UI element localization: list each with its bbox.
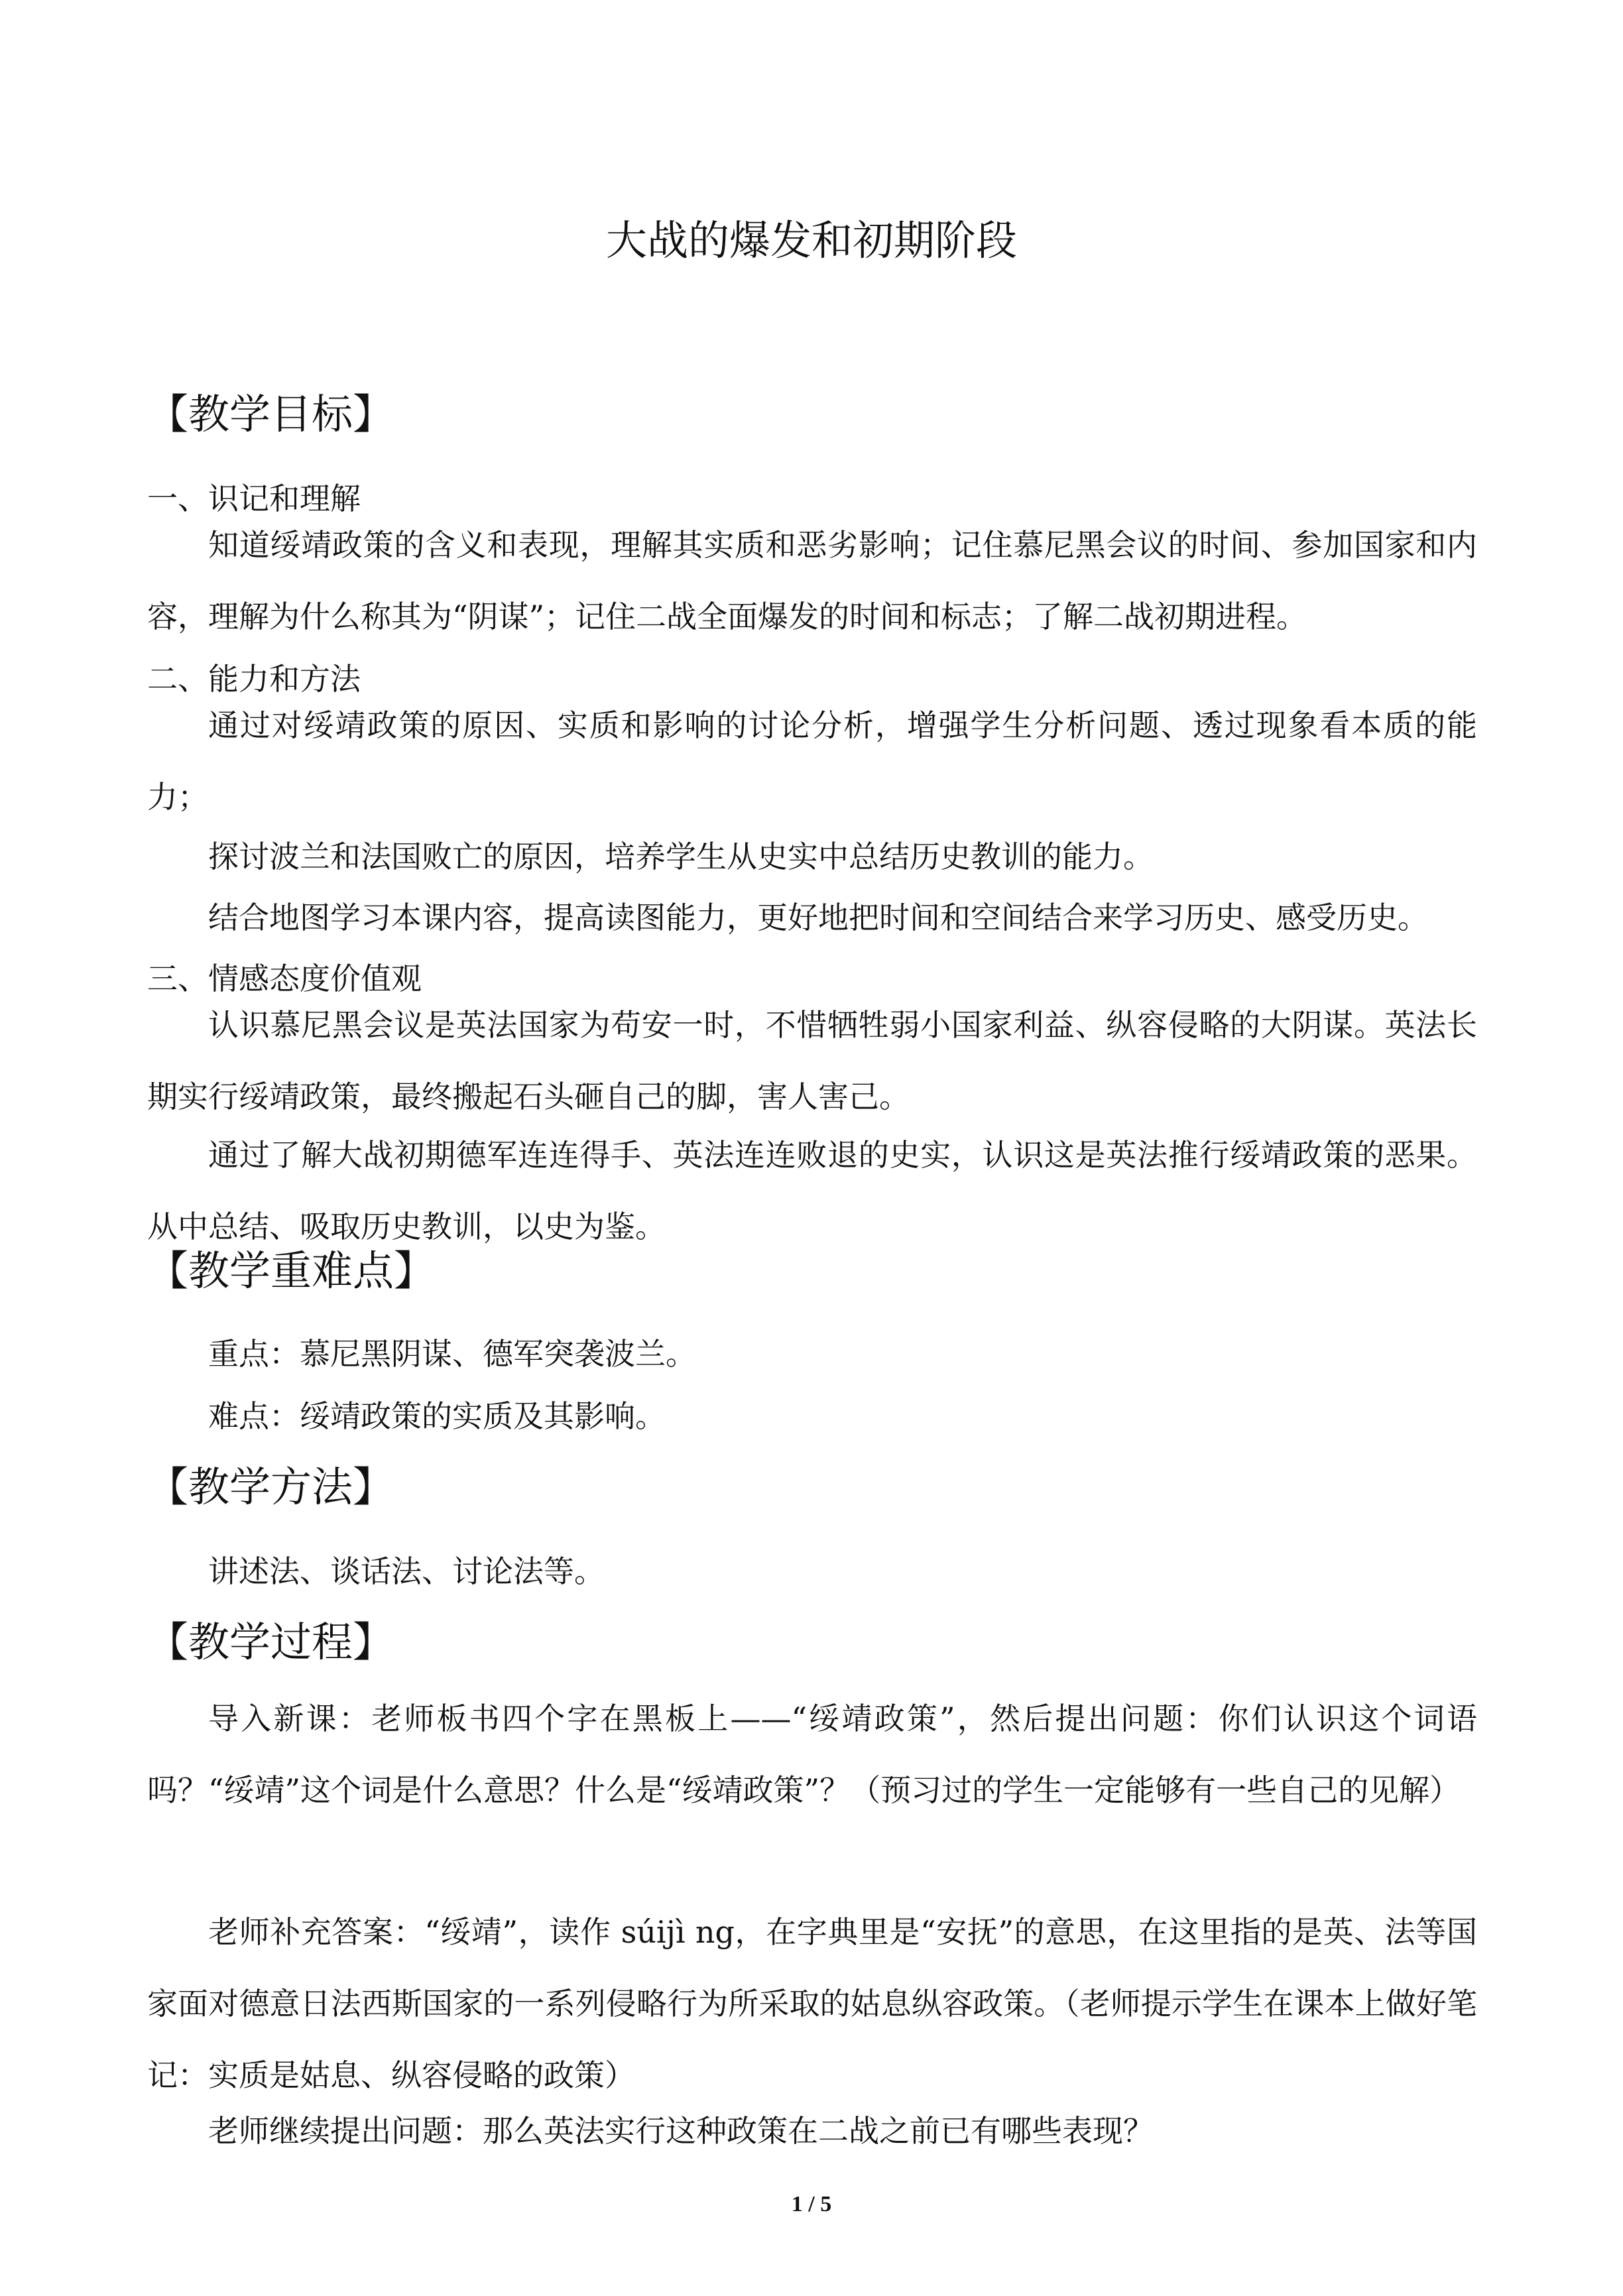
subheading-values: 三、情感态度价值观 [147, 961, 422, 997]
paragraph-process-intro: 导入新课：老师板书四个字在黑板上——“绥靖政策”，然后提出问题：你们认识这个词语吗？“绥靖”这个词是什么意思？什么是“绥靖政策”？（预习过的学生一定能够有一些自己的见解） [147, 1701, 1477, 1808]
paragraph-understanding: 知道绥靖政策的含义和表现，理解其实质和恶劣影响；记住慕尼黑会议的时间、参加国家和内容，理解为什么称其为“阴谋”；记住二战全面爆发的时间和标志；了解二战初期进程。 [147, 527, 1477, 634]
subheading-understanding: 一、识记和理解 [147, 481, 361, 516]
paragraph-ability-1: 通过对绥靖政策的原因、实质和影响的讨论分析，增强学生分析问题、透过现象看本质的能力； [147, 707, 1477, 815]
section-heading-process: 【教学过程】 [147, 1618, 394, 1666]
subheading-ability: 二、能力和方法 [147, 661, 361, 697]
paragraph-values-2: 通过了解大战初期德军连连得手、英法连连败退的史实，认识这是英法推行绥靖政策的恶果。从中总结、吸取历史教训，以史为鉴。 [147, 1137, 1477, 1244]
paragraph-process-answer: 老师补充答案：“绥靖”，读作 súijì ng，在字典里是“安抚”的意思，在这里指的是英、法等国家面对德意日法西斯国家的一系列侵略行为所采取的姑息纵容政策。（老师提示学生在课本上做好笔记：实质是姑息、纵容侵略的政策） [147, 1914, 1477, 2093]
section-heading-methods: 【教学方法】 [147, 1463, 394, 1511]
paragraph-values-1: 认识慕尼黑会议是英法国家为苟安一时，不惜牺牲弱小国家利益、纵容侵略的大阴谋。英法长期实行绥靖政策，最终搬起石头砸自己的脚，害人害己。 [147, 1007, 1477, 1115]
section-heading-keypoints: 【教学重难点】 [147, 1246, 436, 1295]
page-title: 大战的爆发和初期阶段 [605, 216, 1017, 265]
page-number: 1 / 5 [791, 2192, 832, 2216]
key-point-text: 重点：慕尼黑阴谋、德军突袭波兰。 [208, 1336, 696, 1372]
paragraph-ability-3: 结合地图学习本课内容，提高读图能力，更好地把时间和空间结合来学习历史、感受历史。 [208, 900, 1428, 936]
paragraph-ability-2: 探讨波兰和法国败亡的原因，培养学生从史实中总结历史教训的能力。 [208, 839, 1154, 875]
section-heading-objectives: 【教学目标】 [147, 390, 394, 438]
paragraph-process-question: 老师继续提出问题：那么英法实行这种政策在二战之前已有哪些表现？ [208, 2113, 1154, 2149]
difficult-point-text: 难点：绥靖政策的实质及其影响。 [208, 1398, 666, 1434]
methods-text: 讲述法、谈话法、讨论法等。 [208, 1553, 605, 1589]
